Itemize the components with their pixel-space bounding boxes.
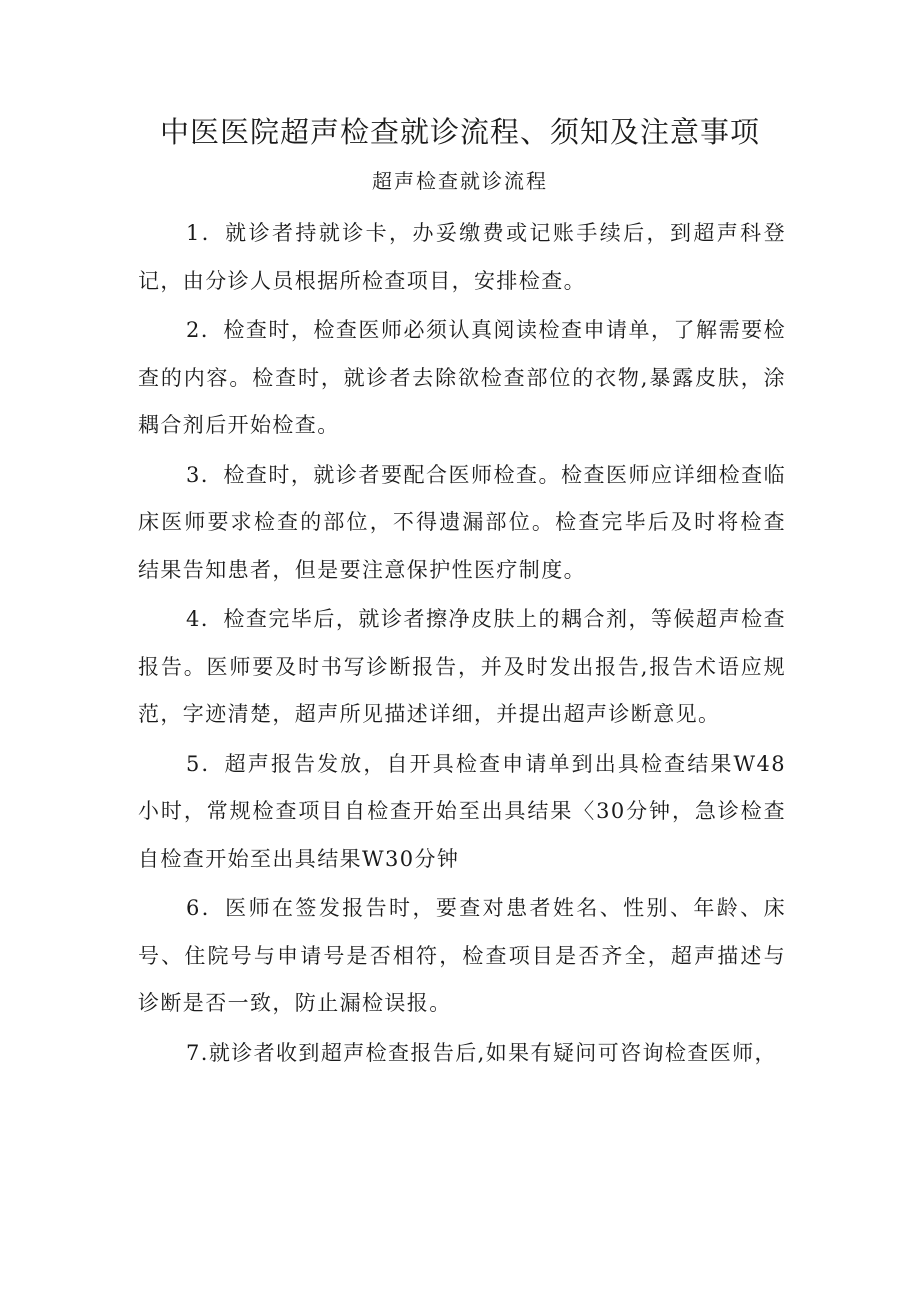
paragraph-3: 3．检查时，就诊者要配合医师检查。检查医师应详细检查临床医师要求检查的部位，不得遗漏部位。检查完毕后及时将检查结果告知患者，但是要注意保护性医疗制度。 <box>138 462 786 582</box>
paragraph-7: 7.就诊者收到超声检查报告后,如果有疑问可咨询检查医师， <box>186 1040 777 1065</box>
paragraph-4: 4．检查完毕后，就诊者擦净皮肤上的耦合剂，等候超声检查报告。医师要及时书写诊断报告，并及时发出报告,报告术语应规范，字迹清楚，超声所见描述详细，并提出超声诊断意见。 <box>138 607 786 726</box>
paragraph-2: 2．检查时，检查医师必须认真阅读检查申请单，了解需要检查的内容。检查时，就诊者去除欲检查部位的衣物,暴露皮肤，涂耦合剂后开始检查。 <box>138 318 786 437</box>
document-body <box>138 210 786 1079</box>
paragraph-6: 6．医师在签发报告时，要查对患者姓名、性别、年龄、床号、住院号与申请号是否相符，检查项目是否齐全，超声描述与诊断是否一致，防止漏检误报。 <box>138 896 786 1015</box>
paragraph-5: 5．超声报告发放，自开具检查申请单到出具检查结果W48小时，常规检查项目自检查开始至出具结果〈30分钟，急诊检查自检查开始至出具结果W30分钟 <box>138 751 786 871</box>
document-title: 中医医院超声检查就诊流程、须知及注意事项 <box>159 115 760 149</box>
paragraph-1: 1．就诊者持就诊卡，办妥缴费或记账手续后，到超声科登记，由分诊人员根据所检查项目，安排检查。 <box>138 221 786 293</box>
document-subtitle: 超声检查就诊流程 <box>372 169 548 193</box>
